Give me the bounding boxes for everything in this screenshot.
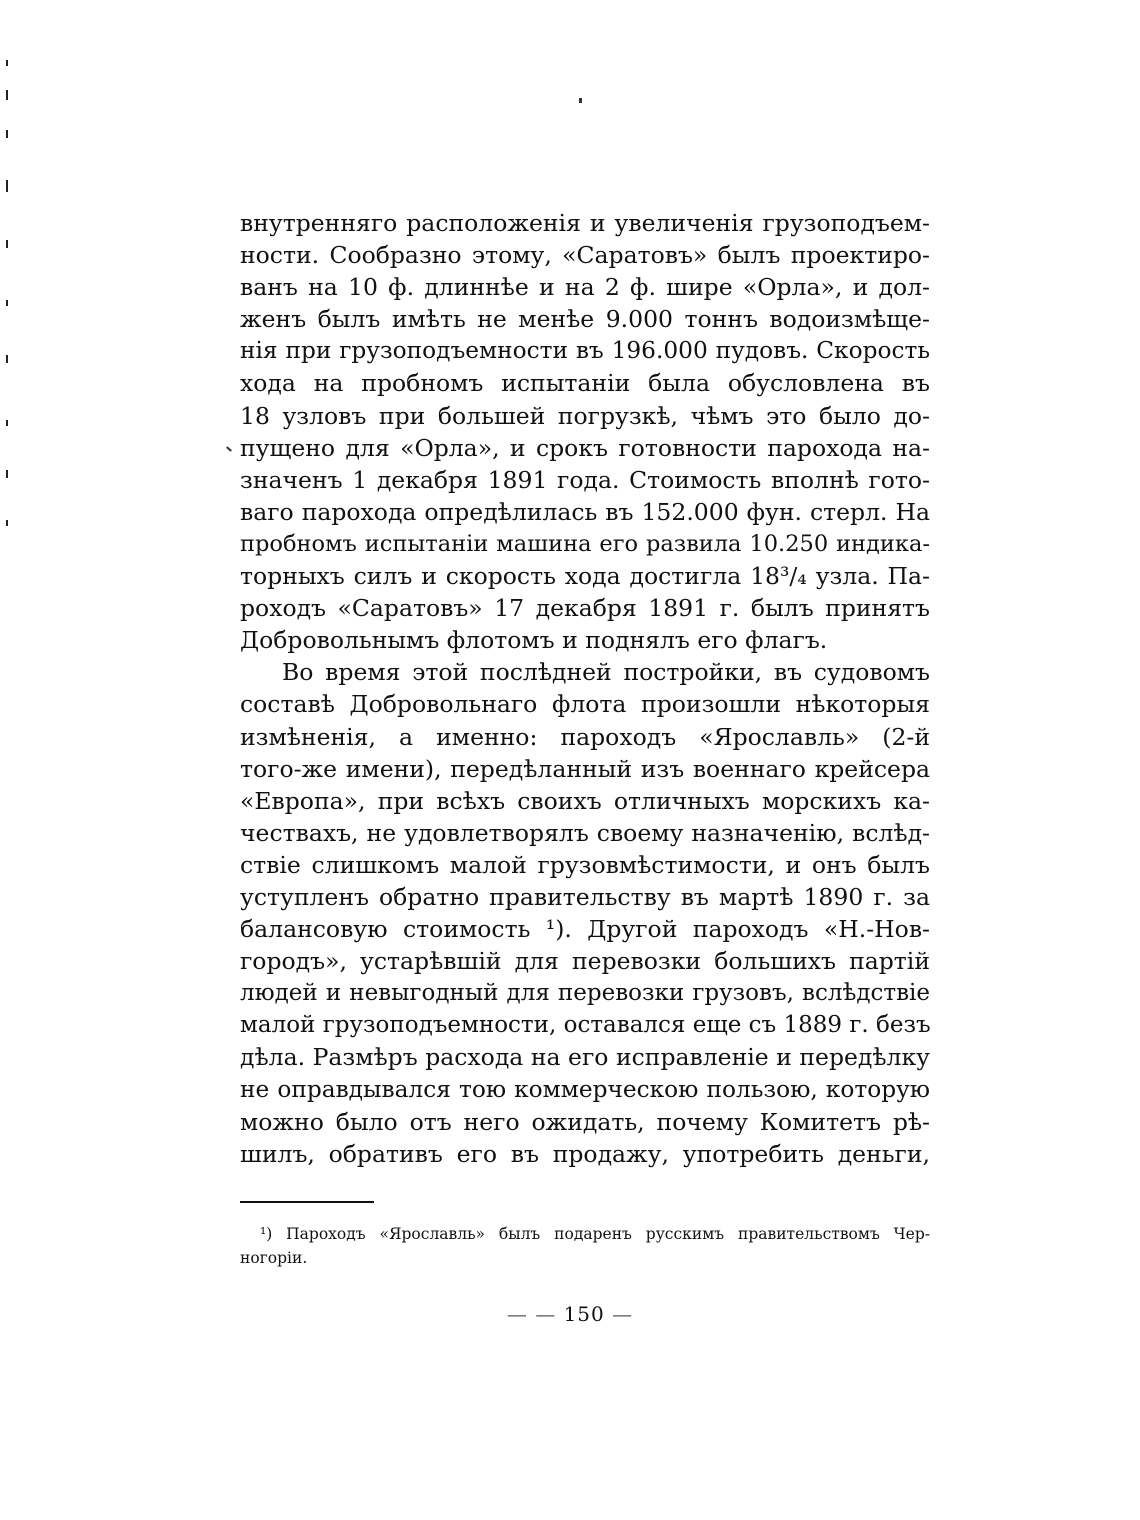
- scan-edge-mark: [6, 470, 8, 478]
- text-line: чествахъ, не удовлетворялъ своему назначенію, вслѣд-: [240, 818, 930, 847]
- text-line: женъ былъ имѣть не менѣе 9.000 тоннъ водоизмѣще-: [240, 305, 930, 334]
- text-line: значенъ 1 декабря 1891 года. Стоимость вполнѣ гото-: [240, 465, 930, 494]
- text-line: нія при грузоподъемности въ 196.000 пудовъ. Скорость: [240, 337, 930, 365]
- text-line: Добровольнымъ флотомъ и поднялъ его флагъ.: [240, 626, 828, 655]
- scan-speck: [226, 446, 232, 451]
- scan-edge-mark: [6, 355, 8, 363]
- text-line: ствіе слишкомъ малой грузовмѣстимости, и онъ былъ: [240, 850, 930, 879]
- text-line: пробномъ испытаніи машина его развила 10.250 индика-: [240, 530, 930, 557]
- text-line: малой грузоподъемности, оставался еще съ 1889 г. безъ: [240, 1012, 931, 1039]
- scan-edge-mark: [6, 420, 8, 426]
- text-line: того-же имени), передѣланный изъ военнаго крейсера: [240, 754, 930, 783]
- text-line: измѣненія, а именно: пароходъ «Ярославль» (2-й: [240, 722, 930, 751]
- text-line: хода на пробномъ испытаніи была обусловлена въ: [240, 369, 930, 398]
- text-line: балансовую стоимость ¹). Другой пароходъ «Н.-Нов-: [240, 915, 930, 944]
- text-line: «Европа», при всѣхъ своихъ отличныхъ морскихъ ка-: [240, 786, 930, 815]
- text-line: ности. Сообразно этому, «Саратовъ» былъ проектиро-: [240, 241, 930, 270]
- footnote: [240, 1222, 930, 1270]
- scan-edge-mark: [6, 90, 8, 100]
- footnote-line: ¹) Пароходъ «Ярославль» былъ подаренъ русскимъ правительствомъ Чер-: [260, 1225, 930, 1243]
- scan-speck: [579, 98, 582, 103]
- scan-edge-mark: [6, 520, 8, 526]
- text-line: ваго парохода опредѣлилась въ 152.000 фун. стерл. На: [240, 497, 930, 526]
- page-number-row: [0, 1300, 1140, 1328]
- page-number-dash-right: —: [612, 1302, 634, 1326]
- paragraph-start-line: Во время этой послѣдней постройки, въ судовомъ: [282, 658, 930, 687]
- body-text: [240, 207, 930, 1170]
- footnote-line: ногоріи.: [240, 1249, 308, 1267]
- scan-edge-mark: [6, 180, 8, 192]
- text-line: 18 узловъ при большей погрузкѣ, чѣмъ это было до-: [240, 401, 930, 430]
- scan-edge-mark: [6, 60, 8, 66]
- scan-edge-mark: [6, 130, 8, 138]
- text-line: людей и невыгодный для перевозки грузовъ, вслѣдствіе: [240, 980, 930, 1007]
- text-line: уступленъ обратно правительству въ мартѣ 1890 г. за: [240, 882, 930, 911]
- text-line: торныхъ силъ и скорость хода достигла 18³/₄ узла. Па-: [240, 562, 930, 591]
- text-line: городъ», устарѣвшій для перевозки большихъ партій: [240, 947, 930, 976]
- page-number: 150: [563, 1302, 605, 1326]
- text-line: шилъ, обративъ его въ продажу, употребить деньги,: [240, 1139, 930, 1168]
- text-line: можно было отъ него ожидать, почему Комитетъ рѣ-: [240, 1107, 930, 1136]
- text-line: не оправдывался тою коммерческою пользою, которую: [240, 1075, 930, 1103]
- text-line: дѣла. Размѣръ расхода на его исправленіе и передѣлку: [240, 1043, 930, 1072]
- text-line: ванъ на 10 ф. длиннѣе и на 2 ф. шире «Орла», и дол-: [240, 273, 930, 302]
- scan-edge-mark: [6, 300, 8, 306]
- page-number-dash-left: — —: [506, 1302, 557, 1326]
- text-line: внутренняго расположенія и увеличенія грузоподъем-: [240, 209, 930, 237]
- text-line: составѣ Добровольнаго флота произошли нѣкоторыя: [240, 690, 930, 719]
- footnote-rule: [240, 1201, 374, 1203]
- scan-edge-mark: [6, 240, 8, 248]
- text-line: роходъ «Саратовъ» 17 декабря 1891 г. былъ принятъ: [240, 594, 930, 623]
- text-line: пущено для «Орла», и срокъ готовности парохода на-: [240, 433, 930, 462]
